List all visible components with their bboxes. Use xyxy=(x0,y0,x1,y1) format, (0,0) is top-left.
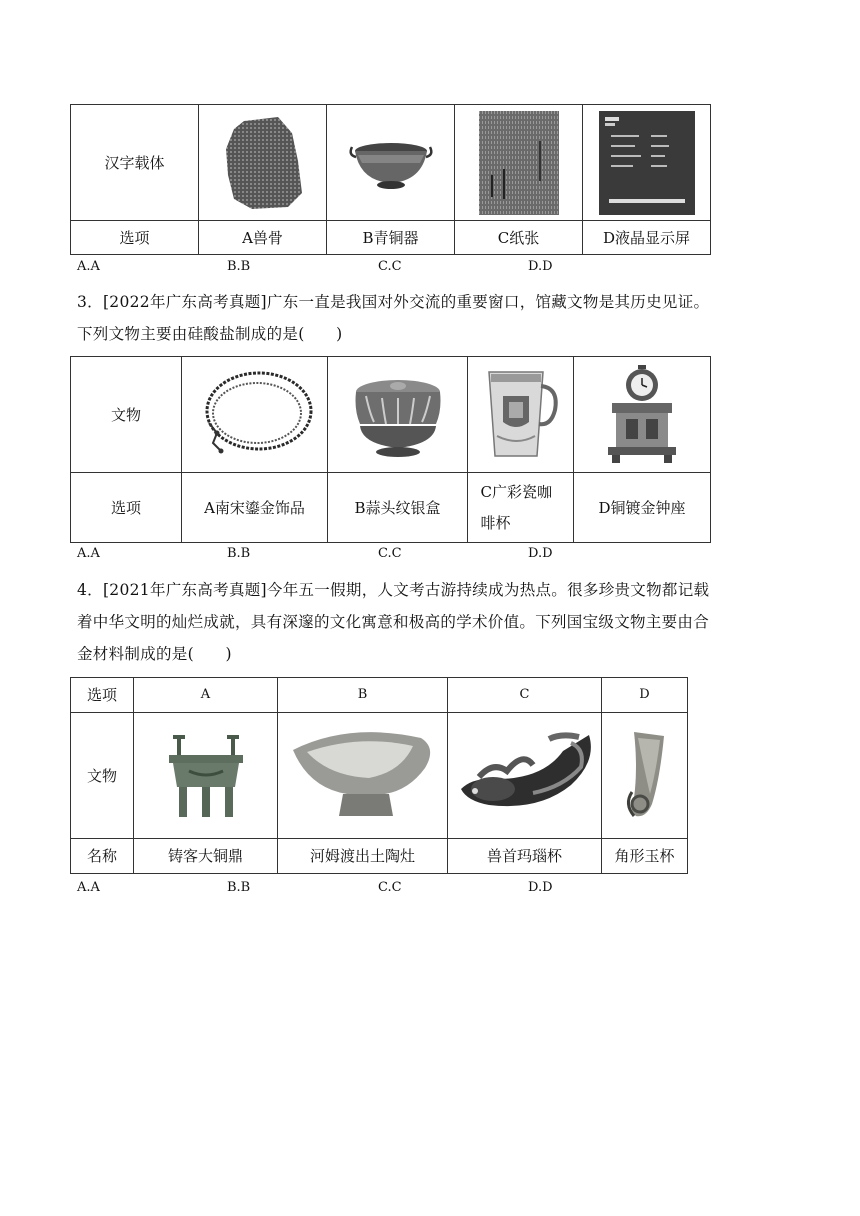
q3-row-label-options: 选项 xyxy=(71,473,182,543)
pottery-stove-icon xyxy=(289,728,437,824)
q2-image-b xyxy=(327,105,455,221)
agate-cup-icon xyxy=(453,731,597,821)
q4-choice-b[interactable]: B.B xyxy=(227,880,251,895)
q2-option-b: B青铜器 xyxy=(327,221,455,255)
q2-row-label-carrier: 汉字载体 xyxy=(71,105,199,221)
q3-choice-a[interactable]: A.A xyxy=(77,546,100,561)
q4-row-label-name: 名称 xyxy=(71,839,134,874)
porcelain-cup-icon xyxy=(481,366,561,464)
q3-option-b: B蒜头纹银盒 xyxy=(328,473,468,543)
q4-header-c: C xyxy=(448,678,602,713)
q2-row-label-options: 选项 xyxy=(71,221,199,255)
q4-choice-a[interactable]: A.A xyxy=(77,880,100,895)
q3-table xyxy=(70,356,711,543)
q4-header-label: 选项 xyxy=(71,678,134,713)
q3-image-a xyxy=(182,357,328,473)
q2-option-c: C纸张 xyxy=(455,221,583,255)
q3-answer-choices xyxy=(77,546,777,564)
q4-image-a xyxy=(134,713,278,839)
q3-image-c xyxy=(468,357,574,473)
q4-row-label-artifact: 文物 xyxy=(71,713,134,839)
q2-choice-a[interactable]: A.A xyxy=(77,259,100,274)
q2-choice-b[interactable]: B.B xyxy=(227,259,251,274)
q4-name-d: 角形玉杯 xyxy=(602,839,688,874)
q3-stem-line-2: 下列文物主要由硅酸盐制成的是( ) xyxy=(77,325,343,343)
q4-stem-line-2: 着中华文明的灿烂成就，具有深邃的文化寓意和极高的学术价值。下列国宝级文物主要由合 xyxy=(77,613,710,631)
bronze-ding-icon xyxy=(159,731,253,821)
q4-table xyxy=(70,677,688,874)
q4-choice-c[interactable]: C.C xyxy=(378,880,402,895)
q2-option-a: A兽骨 xyxy=(199,221,327,255)
silver-box-icon xyxy=(346,370,450,460)
q3-stem-line-1: 3．[2022年广东高考真题]广东一直是我国对外交流的重要窗口，馆藏文物是其历史见证。 xyxy=(77,293,710,311)
q3-choice-c[interactable]: C.C xyxy=(378,546,402,561)
q2-choice-d[interactable]: D.D xyxy=(528,259,553,274)
q4-stem-line-3: 金材料制成的是( ) xyxy=(77,645,232,663)
q4-header-d: D xyxy=(602,678,688,713)
q2-image-c xyxy=(455,105,583,221)
q3-option-d: D铜镀金钟座 xyxy=(574,473,711,543)
q4-name-c: 兽首玛瑙杯 xyxy=(448,839,602,874)
q4-stem-line-1: 4．[2021年广东高考真题]今年五一假期，人文考古游持续成为热点。很多珍贵文物都记载 xyxy=(77,581,710,599)
q3-choice-d[interactable]: D.D xyxy=(528,546,553,561)
jade-horn-cup-icon xyxy=(620,728,670,824)
q2-answer-choices xyxy=(77,259,777,277)
q4-image-c xyxy=(448,713,602,839)
q4-answer-choices xyxy=(77,880,777,898)
q2-table xyxy=(70,104,711,255)
q2-option-d: D液晶显示屏 xyxy=(583,221,711,255)
q3-image-d xyxy=(574,357,711,473)
q4-header-b: B xyxy=(278,678,448,713)
q3-stem xyxy=(77,286,787,350)
gilded-necklace-icon xyxy=(195,367,315,463)
bone-fragment-icon xyxy=(222,115,304,211)
q2-choice-c[interactable]: C.C xyxy=(378,259,402,274)
q3-option-a: A南宋鎏金饰品 xyxy=(182,473,328,543)
clock-stand-icon xyxy=(598,363,686,467)
q4-stem xyxy=(77,574,787,670)
q2-image-a xyxy=(199,105,327,221)
q4-choice-d[interactable]: D.D xyxy=(528,880,553,895)
q4-name-a: 铸客大铜鼎 xyxy=(134,839,278,874)
q2-image-d xyxy=(583,105,711,221)
bronze-vessel-icon xyxy=(348,133,434,193)
paper-icon xyxy=(479,111,559,215)
q4-name-b: 河姆渡出土陶灶 xyxy=(278,839,448,874)
q3-choice-b[interactable]: B.B xyxy=(227,546,251,561)
q3-option-c-text: C广彩瓷咖啡杯 xyxy=(480,482,552,532)
q3-row-label-artifact: 文物 xyxy=(71,357,182,473)
q4-header-a: A xyxy=(134,678,278,713)
q4-image-b xyxy=(278,713,448,839)
q4-image-d xyxy=(602,713,688,839)
q3-image-b xyxy=(328,357,468,473)
q3-option-c xyxy=(468,473,574,543)
lcd-screen-icon xyxy=(599,111,695,215)
